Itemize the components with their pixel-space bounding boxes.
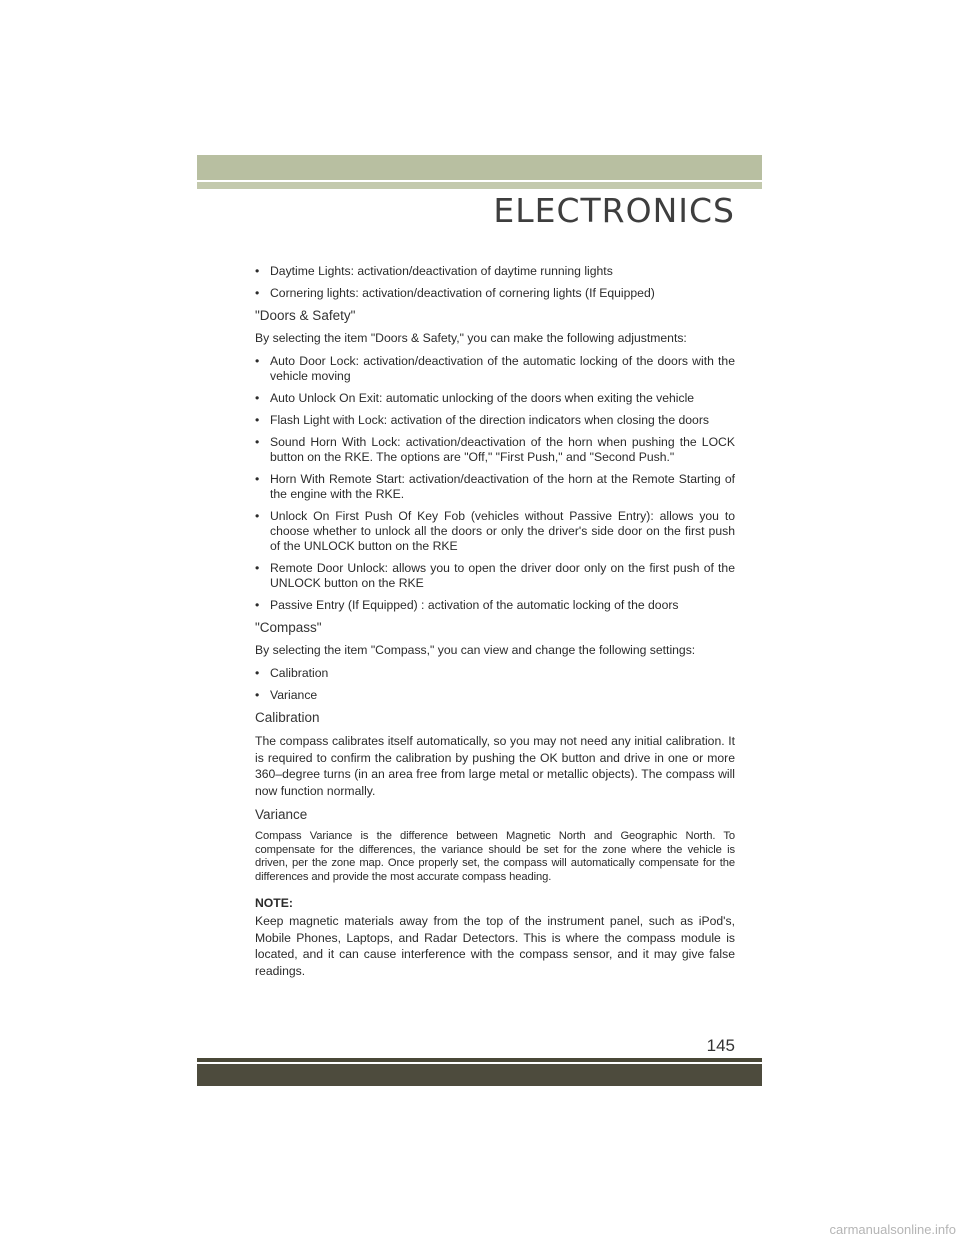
calibration-text: The compass calibrates itself automatically, so you may not need any initial calibration. It is required to confirm the calibration by pushing the OK button and drive in one or more 360–degree turns (in an area free from large metal or metallic objects). The compass will now function normally. [255, 734, 735, 798]
list-item: • Auto Door Lock: activation/deactivation of the automatic locking of the doors with the vehicle moving [255, 354, 735, 384]
compass-intro: By selecting the item "Compass," you can view and change the following settings: [255, 643, 696, 657]
list-item: • Unlock On First Push Of Key Fob (vehicles without Passive Entry): allows you to choose whether to unlock all the doors or only the driver's side door on the first push of the UNLOCK button on the RKE [255, 509, 735, 554]
doors-safety-heading: "Doors & Safety" [255, 308, 356, 323]
list-item: • Auto Unlock On Exit: automatic unlocking of the doors when exiting the vehicle [255, 391, 735, 406]
header-divider [197, 182, 762, 189]
list-item: • Remote Door Unlock: allows you to open the driver door only on the first push of the UNLOCK button on the RKE [255, 561, 735, 591]
page-number: 145 [706, 1036, 735, 1055]
list-item: • Sound Horn With Lock: activation/deactivation of the horn when pushing the LOCK button on the RKE. The options are "Off," "First Push," and "Second Push." [255, 435, 735, 465]
list-item: • Horn With Remote Start: activation/deactivation of the horn at the Remote Starting of the engine with the RKE. [255, 472, 735, 502]
header-band [197, 155, 762, 180]
note-text: Keep magnetic materials away from the top of the instrument panel, such as iPod's, Mobile Phones, Laptops, and Radar Detectors. This is where the compass module is located, and it can cause interference with the compass sensor, and it may give false readings. [255, 914, 735, 978]
list-item: • Daytime Lights: activation/deactivation of daytime running lights [255, 264, 735, 279]
list-item: • Variance [255, 688, 735, 703]
list-item: • Flash Light with Lock: activation of the direction indicators when closing the doors [255, 413, 735, 428]
compass-heading: "Compass" [255, 620, 322, 635]
doors-safety-intro: By selecting the item "Doors & Safety," you can make the following adjustments: [255, 331, 687, 345]
section-title: ELECTRONICS [493, 191, 735, 230]
page-content [255, 264, 735, 979]
variance-heading: Variance [255, 807, 308, 822]
footer-band [197, 1064, 762, 1086]
list-item: • Calibration [255, 666, 735, 681]
calibration-heading: Calibration [255, 710, 320, 725]
list-item: • Cornering lights: activation/deactivation of cornering lights (If Equipped) [255, 286, 735, 301]
note-label: NOTE: [255, 896, 293, 910]
list-item: • Passive Entry (If Equipped) : activation of the automatic locking of the doors [255, 598, 735, 613]
footer-divider [197, 1058, 762, 1062]
variance-text: Compass Variance is the difference between Magnetic North and Geographic North. To compensate for the differences, the variance should be set for the zone where the vehicle is driven, per the zone map. Once properly set, the compass will automatically compensate for the differences and provide the most accurate compass heading. [255, 830, 735, 883]
watermark: carmanualsonline.info [829, 1222, 956, 1237]
